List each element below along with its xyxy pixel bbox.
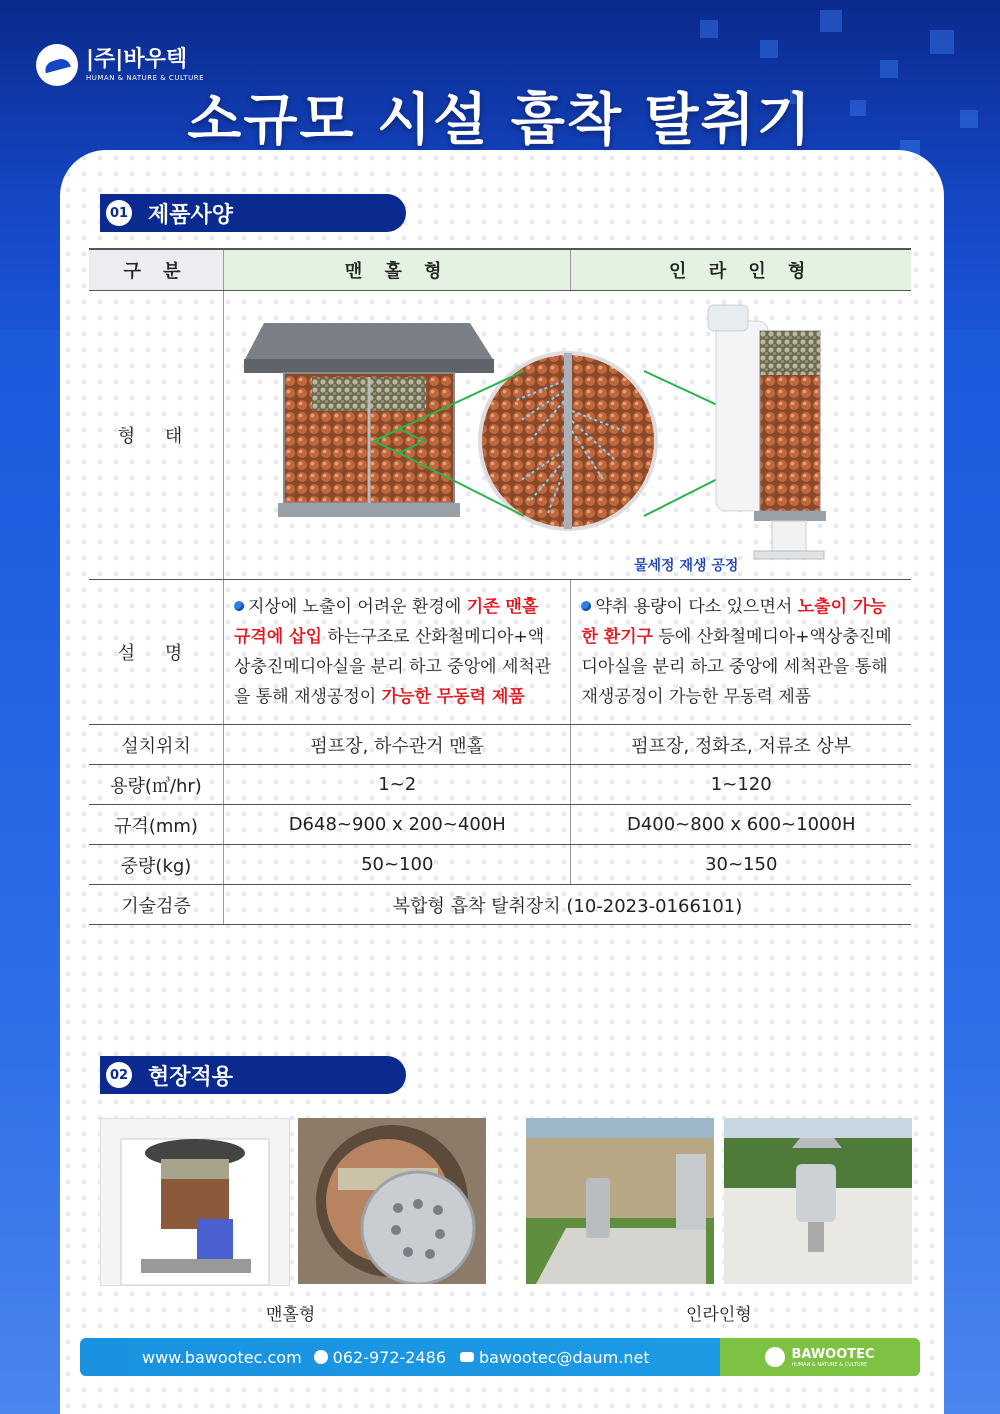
desc-highlight: 기존 맨홀 규격에 삽입 — [234, 597, 539, 647]
row-label-tech: 기술검증 — [89, 885, 224, 925]
description-manhole — [224, 580, 571, 725]
logo-tagline: HUMAN & NATURE & CULTURE — [86, 73, 205, 82]
logo-name: |주|바우텍 — [86, 46, 188, 72]
row-label-description: 설 명 — [89, 580, 224, 725]
cell-manhole: D648~900 x 200~400H — [224, 805, 571, 845]
desc-text: 지상에 노출이 어려운 환경에 — [248, 597, 467, 617]
manhole-lid — [244, 323, 494, 361]
image-caption: 물세정 재생 공정 — [634, 558, 739, 574]
cell-inline: D400~800 x 600~1000H — [571, 805, 911, 845]
footer-bar — [80, 1338, 920, 1376]
footer-email[interactable]: bawootec@daum.net — [479, 1347, 650, 1367]
desc-text: 하는구조로 산화철메디아+액상충진메디아실을 분리 하고 중앙에 세척관을 통해 재생공정이 — [234, 627, 552, 707]
photo-inline-outdoor — [526, 1118, 714, 1284]
description-inline — [571, 580, 911, 725]
photo-manhole-installed — [298, 1118, 486, 1284]
brand-tagline: HUMAN & NATURE & CULTURE — [791, 1361, 868, 1368]
section-title: 제품사양 — [148, 202, 234, 228]
header-inline: 인 라 인 형 — [571, 249, 911, 291]
row-label-shape: 형 태 — [89, 291, 224, 580]
cell-manhole: 펌프장, 하수관거 맨홀 — [224, 725, 571, 765]
page-title: 소규모 시설 흡착 탈취기 — [187, 88, 813, 153]
desc-highlight: 노출이 가능한 환기구 — [581, 597, 886, 647]
footer-website[interactable]: www.bawootec.com — [142, 1347, 302, 1367]
brand-name: BAWOOTEC — [791, 1346, 875, 1362]
footer-brand — [720, 1338, 920, 1376]
product-diagram — [224, 291, 912, 579]
section-header-applications — [100, 1056, 406, 1094]
row-label: 용량(㎥/hr) — [89, 765, 224, 805]
desc-text: 약취 용량이 다소 있으면서 — [595, 597, 798, 617]
footer-phone[interactable]: 062-972-2486 — [332, 1347, 447, 1367]
row-label: 중량(kg) — [89, 845, 224, 885]
photo-inline-field — [724, 1118, 912, 1284]
product-illustration — [224, 291, 912, 580]
section-title: 현장적용 — [148, 1064, 234, 1090]
row-label: 규격(mm) — [89, 805, 224, 845]
spec-table — [89, 248, 911, 925]
desc-highlight: 가능한 무동력 제품 — [381, 687, 525, 707]
section-number: 01 — [106, 200, 132, 226]
mail-icon — [460, 1352, 474, 1362]
desc-text: 등에 산화철메디아+액상충진메디아실을 분리 하고 중앙에 세척관을 통해 재생공정이 가능한 무동력 제품 — [581, 627, 892, 707]
bullet-icon — [234, 601, 244, 611]
row-label: 설치위치 — [89, 725, 224, 765]
cell-inline: 1~120 — [571, 765, 911, 805]
section-number: 02 — [106, 1062, 132, 1088]
header-manhole: 맨 홀 형 — [224, 249, 571, 291]
photo-manhole-cutaway — [100, 1118, 290, 1286]
phone-icon — [314, 1350, 328, 1364]
cell-tech-value: 복합형 흡착 탈취장치 (10-2023-0166101) — [224, 885, 912, 925]
cell-manhole: 1~2 — [224, 765, 571, 805]
bullet-icon — [581, 601, 591, 611]
caption-manhole: 맨홀형 — [266, 1305, 316, 1325]
brand-mark-icon — [765, 1347, 785, 1367]
cell-inline: 펌프장, 정화조, 저류조 상부 — [571, 725, 911, 765]
cell-manhole: 50~100 — [224, 845, 571, 885]
caption-inline: 인라인형 — [686, 1305, 752, 1325]
header-category: 구 분 — [89, 249, 224, 291]
section-header-specs — [100, 194, 406, 232]
cell-inline: 30~150 — [571, 845, 911, 885]
